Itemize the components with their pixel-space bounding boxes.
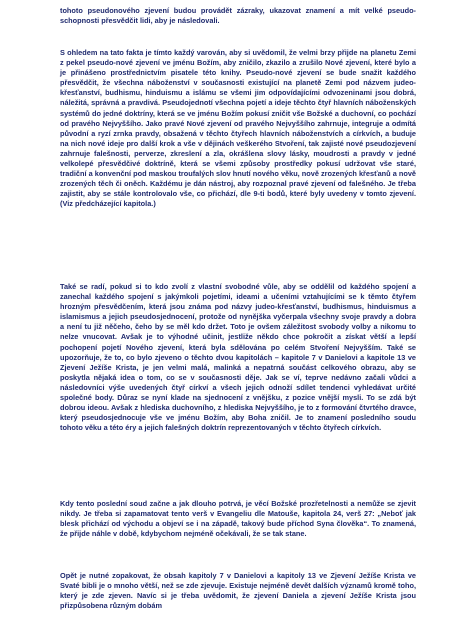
paragraph-5: Opět je nutné zopakovat, že obsah kapitoly 7 v Danielovi a kapitoly 13 ve Zjevení Ježíše Krista ve Svaté bibli je o mnoho větší, než se zde zjevuje. Existuje nejméně devět dalších významů kromě toho, který je zde zjeven. Navíc si je třeba uvědomit, že zjevení Daniela a zjevení Ježíše Krista jsou přizpůsobena různým dobám (60, 571, 416, 611)
paragraph-3: Také se radí, pokud si to kdo zvolí z vlastní svobodné vůle, aby se oddělil od každého spojení a zanechal každého spojení s jakýmkoli pojetími, ideami a učeními vztahujícími se k těmto čtyřem hrozným přesvědčením, která jsou známa pod názvy judeo-křesťanství, budhismus, hinduismus a islamismus a jejich pseudosjednocení, protože od nynějška vyčerpala všechny svoje pravdy a dobra a není tu již něčeho, čeho by se měl kdo držet. Toto je ovšem záležitost svobody volby a nikomu to nelze vnucovat. Avšak je to výhodné učinit, jestliže někdo chce pokročit a získat větší a lepší pochopení pojetí Nového zjevení, která byla sdělována po celém Stvoření Nejvyšším. Také se upozorňuje, že to, co bylo zjeveno o těchto dvou kapitolách – kapitole 7 v Danielovi a kapitole 13 ve Zjevení Ježíše Krista, je jen velmi malá, malinká a nepatrná součást celkového obrazu, aby se poskytla nějaká idea o tom, co se v současnosti děje. Jak se ví, teprve nedávno začali vůdci a následovníci výše uvedených čtyř církví a všech jejich odnoží sdílet tendenci vyhledávat určité společné body. Důraz se nyní klade na sjednocení z vnějšku, z pozice vnější mysli. To se zdá být dobrou ideou. Avšak z hlediska duchovního, z hlediska Nejvyššího, je to z formování čtvrtého dravce, který pseudosjednocuje vše ve jménu Božím, aby Boha zničil. Je to znamení posledního soudu tohoto věku a této éry a jejich falešných doktrín reprezentovaných v těchto čtyřech církvích. (60, 282, 416, 433)
paragraph-1: tohoto pseudonového zjevení budou provádět zázraky, ukazovat znamení a mít velké pseudo-schopnosti přesvědčit lidi, aby je následovali. (60, 6, 416, 26)
paragraph-4: Kdy tento poslední soud začne a jak dlouho potrvá, je věcí Božské prozřetelnosti a nemůže se zjevit nikdy. Je třeba si zapamatovat tento verš v Evangeliu dle Matouše, kapitola 24, verš 27: „Neboť jak blesk přichází od východu a objeví se i na západě, takový bude příchod Syna člověka“. To znamená, že přijde náhle v době, kdybychom nejméně očekávali, že se tak stane. (60, 499, 416, 539)
paragraph-2: S ohledem na tato fakta je tímto každý varován, aby si uvědomil, že velmi brzy přijde na planetu Zemi z pekel pseudo-nové zjevení ve jménu Božím, aby zničilo, zkazilo a zrušilo Nové zjevení, které bylo a je přinášeno prostřednictvím pisatele této knihy. Pseudo-nové zjevení se bude snažit každého přesvědčit, že všechna náboženství v současnosti existující na planetě Zemi pod názvem judeo-křesťanství, budhismu, hinduismu a islámu se všemi jim odpovídajícími odvozeninami jsou dobrá, náležitá, správná a pravdivá. Pseudojednotí všechna pojetí a ideje těchto čtyř hlavních náboženských systémů do jedné doktríny, která se ve jménu Božím pokusí zničit vše Božské a duchovní, co pochází od pravého Nejvyššího. Jako pravé Nové zjevení od pravého Nejvyššího zahrnuje, integruje a odmítá původní a ryzí zrnka pravdy, obsažená v těchto čtyřech hlavních náboženstvích a církvích, a buduje na nich nové ideje pro další krok a vše v dějinách veškerého Stvoření, tak zajisté nové pseudozjevení zahrnuje falešnosti, perverze, zkreslení a zla, okrášlena slovy lásky, moudrosti a pravdy v jedné velkolepé přesvědčivé doktríně, která se všemi způsoby prostředky pokusí udržovat vše staré, tradiční a konvenční pod maskou troufalých slov hnutí nového věku, nově zrozených křesťanů a nově zrozených těch či oněch. Každému je dán nástroj, aby rozpoznal pravé zjevení od falešného. Je třeba zajistit, aby se stále kontrolovalo vše, co přichází, dle 9-ti bodů, které byly uvedeny v tomto zjevení. (Viz předcházející kapitola.) (60, 48, 416, 209)
